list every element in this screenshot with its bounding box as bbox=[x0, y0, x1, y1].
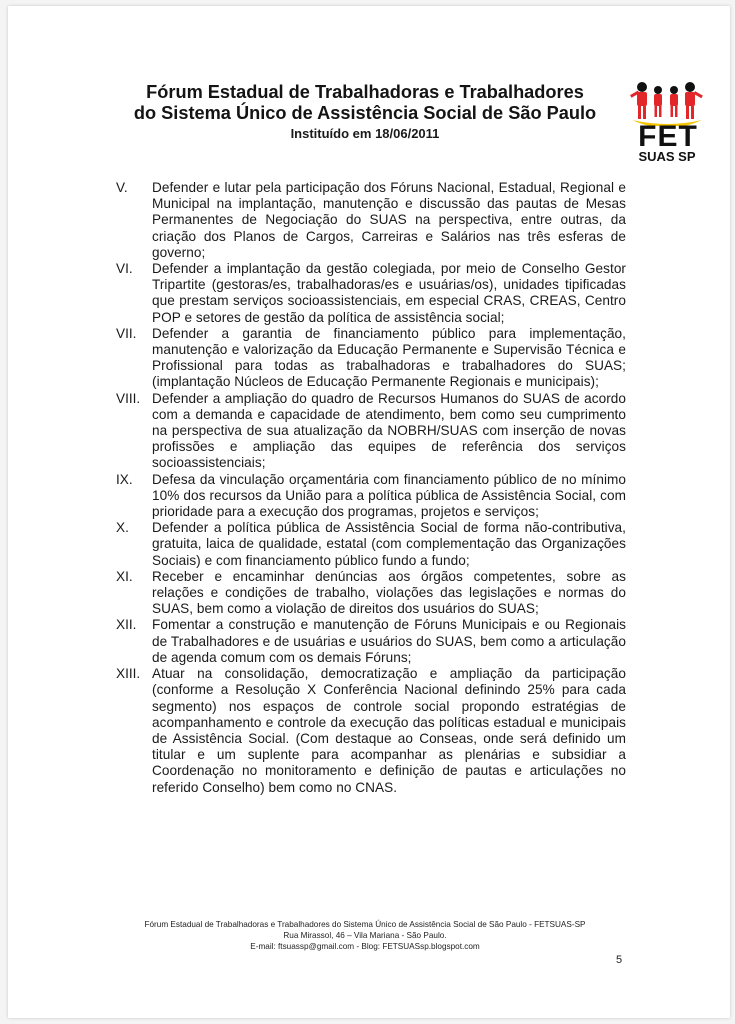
item-text: Defesa da vinculação orçamentária com financiamento público de no mínimo 10% dos recursos da União para a política pública de Assistência Social, com prioridade para a execução dos programas, projetos e serviços; bbox=[152, 471, 626, 520]
logo-fet-text: FET bbox=[638, 120, 698, 153]
document-header bbox=[110, 82, 620, 142]
item-number: XII. bbox=[116, 617, 137, 633]
list-item bbox=[96, 520, 626, 569]
item-number: V. bbox=[116, 180, 128, 195]
item-text: Defender a garantia de financiamento público para implementação, manutenção e valorização da Educação Permanente e Supervisão Técnica e Profissional para todas as trabalhadoras e trabalhadores do SUAS; (implantação Núcleos de Educação Permanente Regionais e municipais); bbox=[152, 325, 626, 390]
footer-line-2: Rua Mirassol, 46 – Vila Mariana - São Paulo. bbox=[283, 930, 447, 940]
list-item bbox=[96, 180, 626, 261]
item-number: VII. bbox=[116, 325, 137, 341]
header-title-line-2: do Sistema Único de Assistência Social de São Paulo bbox=[133, 103, 597, 123]
page-number: 5 bbox=[616, 954, 623, 966]
item-text: Defender a ampliação do quadro de Recursos Humanos do SUAS de acordo com a demanda e capacidade de atendimento, bem como seu cumprimento na perspectiva de sua atualização da NOBRH/SUAS com inserção de novas profissões e ampliação das equipes de referência dos serviços socioassistenciais; bbox=[152, 390, 626, 471]
list-item bbox=[96, 391, 626, 472]
numbered-list bbox=[96, 180, 626, 796]
item-text: Defender a política pública de Assistência Social de forma não-contributiva, gratuita, laica de qualidade, estatal (com complementação das Organizações Sociais) e com financiamento público fundo a fundo; bbox=[152, 520, 626, 568]
list-item bbox=[96, 326, 626, 391]
item-number: VI. bbox=[116, 261, 133, 277]
people-figures-icon bbox=[626, 78, 708, 126]
list-item bbox=[96, 666, 626, 796]
list-item bbox=[96, 472, 626, 521]
document-footer bbox=[110, 920, 620, 952]
item-text: Atuar na consolidação, democratização e ampliação da participação (conforme a Resolução X Conferência Nacional definindo 25% para cada segmento) nos espaços de controle social propondo estratégias de acompanhamento e controle da execução das políticas estadual e municipais de Assistência Social. (Com destaque ao Conseas, onde será definido um titular e um suplente para acompanhar as plenárias e subsidiar a Coordenação no monitoramento e definição de pautas e articulações no referido Conselho) bem como no CNAS. bbox=[152, 666, 626, 795]
header-subtitle: Instituído em 18/06/2011 bbox=[290, 126, 440, 141]
list-item bbox=[96, 617, 626, 666]
item-text: Defender e lutar pela participação dos Fóruns Nacional, Estadual, Regional e Municipal na implantação, manutenção e discussão das pautas de Mesas Permanentes de Negociação do SUAS na perspectiva, entre outras, da criação dos Planos de Cargos, Carreiras e Salários nas três esferas de governo; bbox=[152, 180, 626, 260]
list-item bbox=[96, 569, 626, 618]
item-number: XIII. bbox=[116, 666, 141, 682]
logo-suas-sp-text: SUAS SP bbox=[638, 149, 696, 164]
item-text: Defender a implantação da gestão colegiada, por meio de Conselho Gestor Tripartite (gestoras/es, trabalhadoras/es e usuárias/os), unidades tipificadas que prestam serviços socioassistenciais, em especial CRAS, CREAS, Centro POP e setores de gestão da política de assistência social; bbox=[152, 261, 626, 325]
list-item bbox=[96, 261, 626, 326]
item-number: XI. bbox=[116, 568, 133, 584]
footer-line-1: Fórum Estadual de Trabalhadoras e Trabalhadores do Sistema Único de Assistência Social de São Paulo - FETSUAS-SP bbox=[144, 920, 586, 929]
footer-line-3: E-mail: ftsuassp@gmail.com - Blog: FETSUASsp.blogspot.com bbox=[250, 941, 480, 951]
fet-suas-sp-logo bbox=[626, 78, 708, 170]
header-title-line-1: Fórum Estadual de Trabalhadoras e Trabalhadores bbox=[146, 82, 584, 102]
item-number: VIII. bbox=[116, 390, 141, 406]
item-text: Receber e encaminhar denúncias aos órgãos competentes, sobre as relações e condições de trabalho, violações das legislações e normas do SUAS, bem como a violação de direitos dos usuários do SUAS; bbox=[152, 568, 626, 617]
item-number: IX. bbox=[116, 471, 133, 487]
item-number: X. bbox=[116, 520, 129, 536]
item-text: Fomentar a construção e manutenção de Fóruns Municipais e ou Regionais de Trabalhadores e de usuárias e usuários do SUAS, bem como a articulação de agenda comum com os demais Fóruns; bbox=[152, 617, 626, 665]
